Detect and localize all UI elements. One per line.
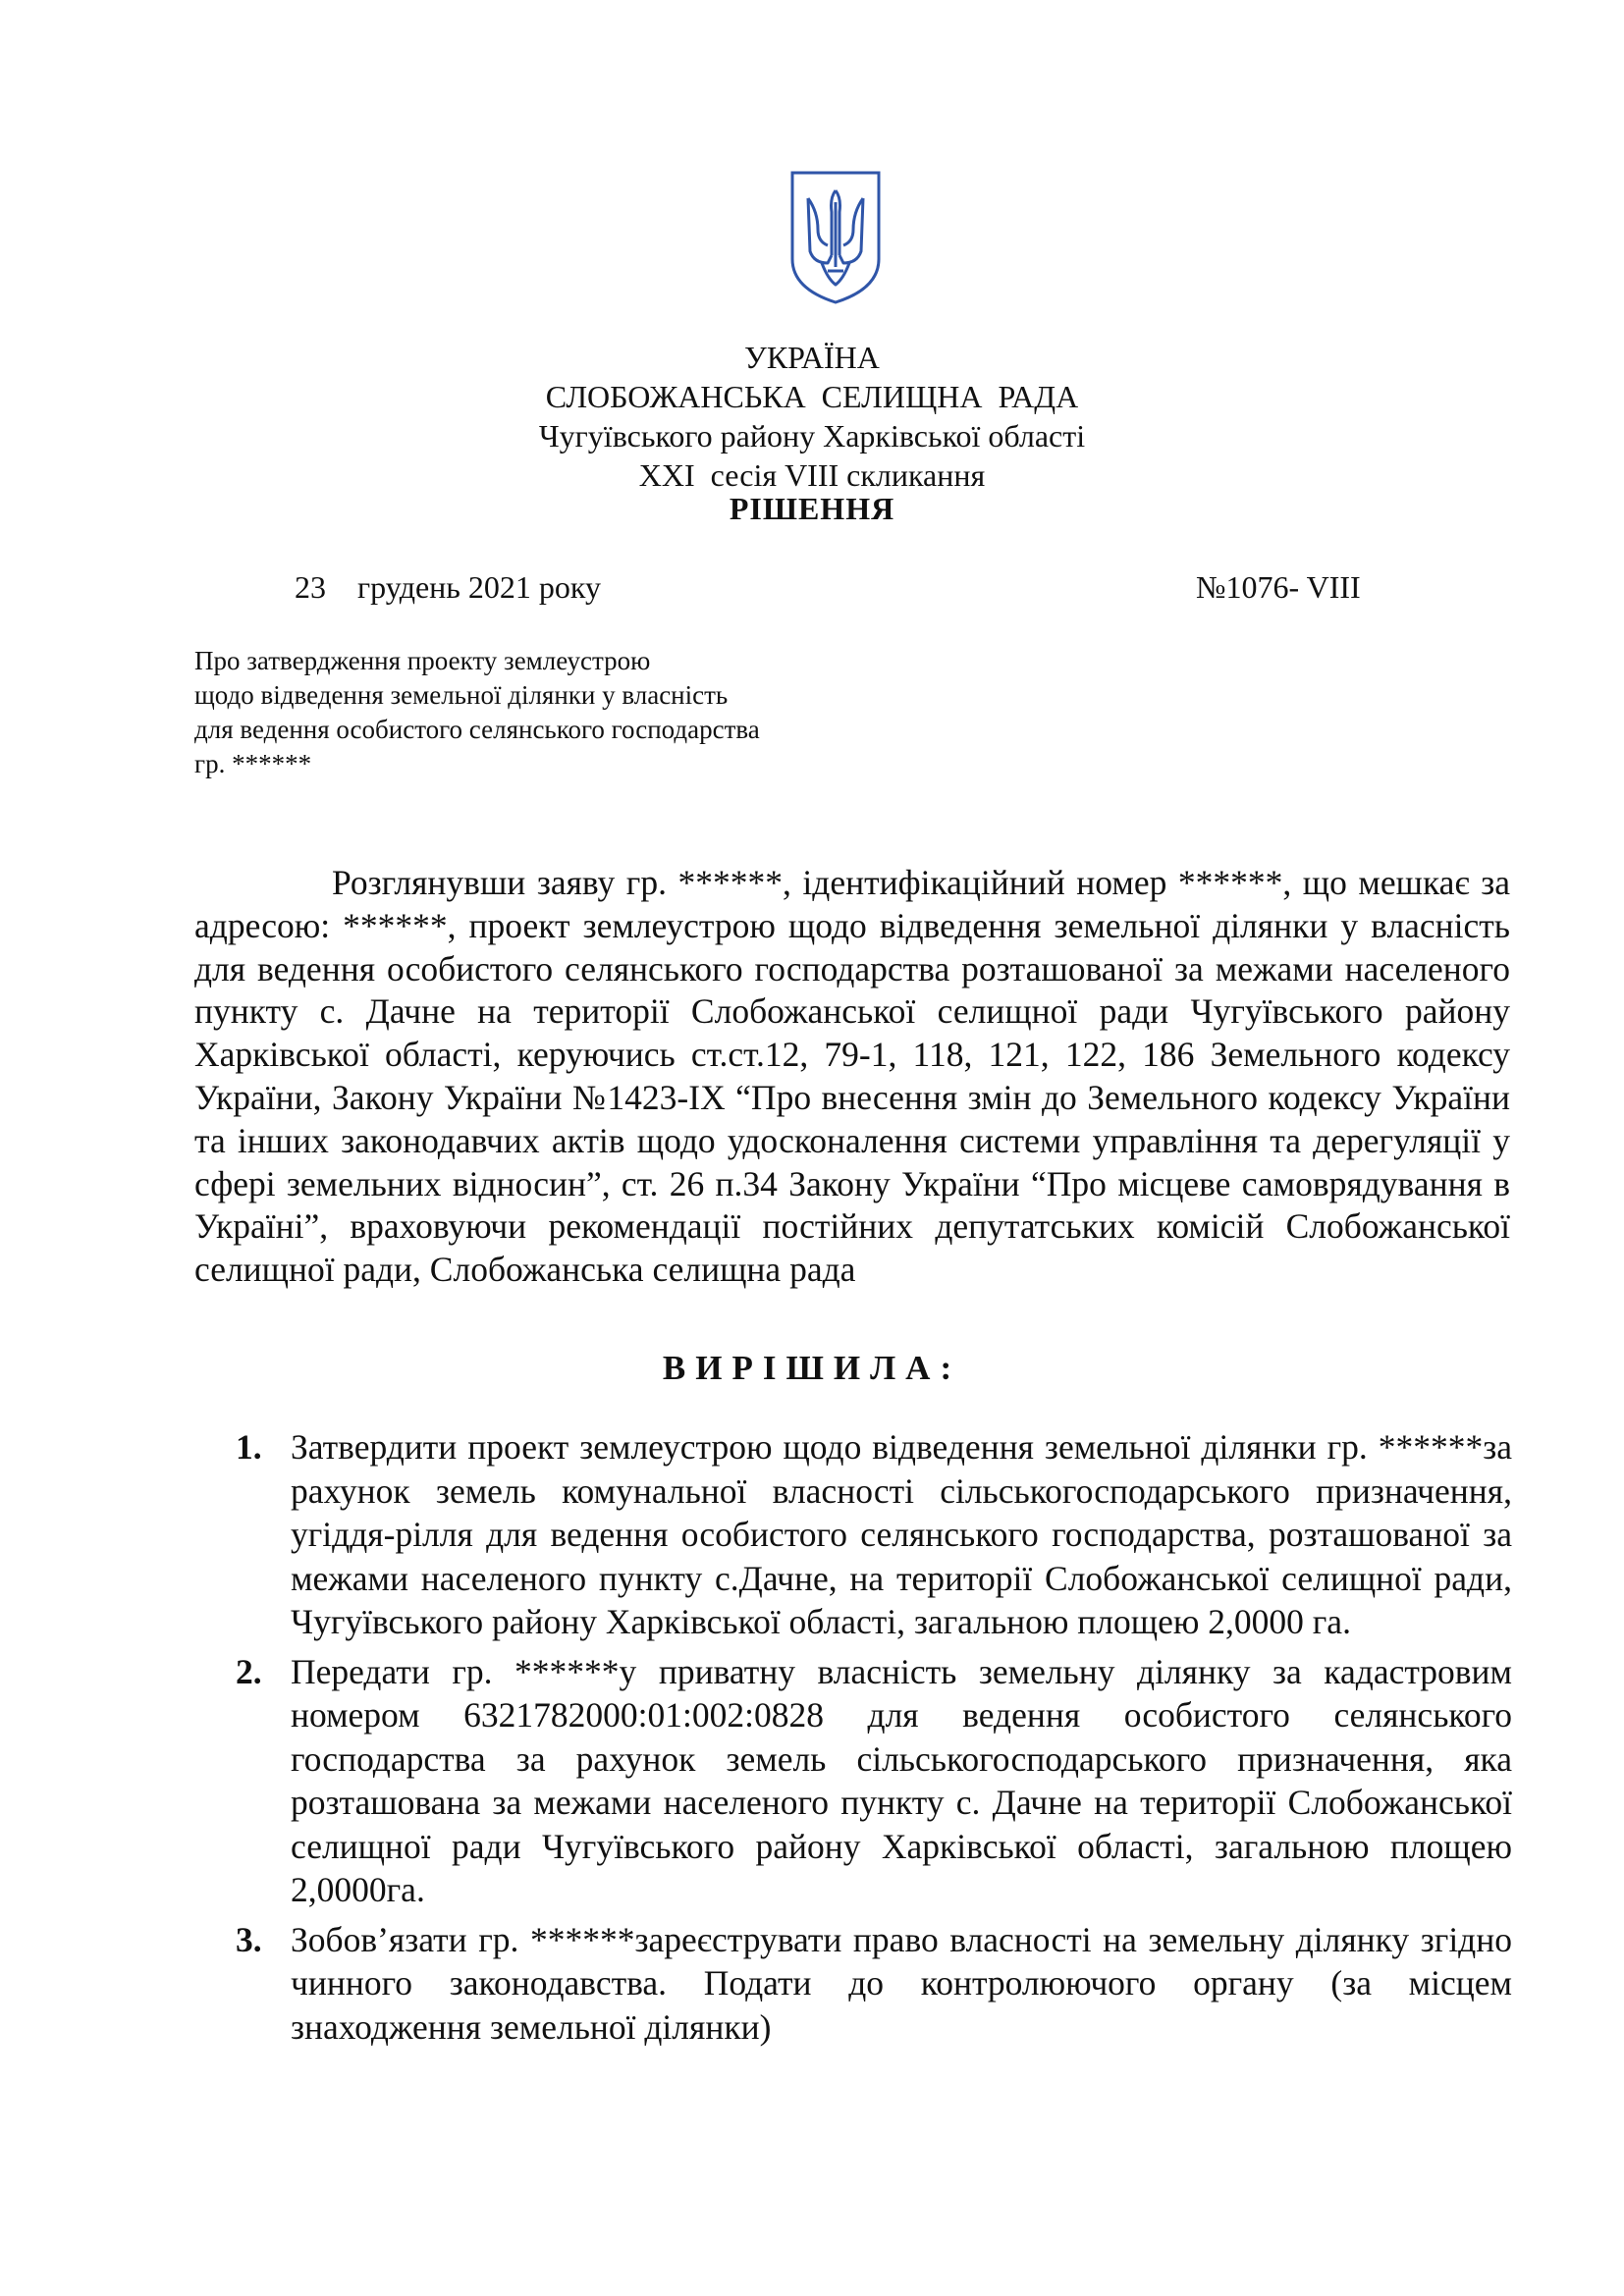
item-number: 2. [236, 1651, 262, 1691]
list-item [236, 1918, 1512, 2050]
preamble-paragraph [194, 862, 1510, 1292]
subject-line: щодо відведення земельної ділянки у власність [194, 680, 729, 710]
item-text: Затвердити проект землеустрою щодо відведення земельної ділянки гр. ******за рахунок земель комунальної власності сільськогосподарського призначення, угіддя-рілля для ведення особистого селянського господарства, розташованої за межами населеного пункту с.Дачне, на території Слобожанської селищної ради, Чугуївського району Харківської області, загальною площею 2,0000 га. [291, 1427, 1512, 1641]
council-name: СЛОБОЖАНСЬКА СЕЛИЩНА РАДА [545, 379, 1079, 414]
list-item [236, 1650, 1512, 1912]
session-name: XXI сесія VIII скликання [638, 457, 986, 493]
subject-line: для ведення особистого селянського господарства [194, 715, 760, 744]
subject-line: гр. ****** [194, 749, 312, 778]
item-text: Передати гр. ******у приватну власність земельну ділянку за кадастровим номером 6321782000:01:002:0828 для ведення особистого селянського господарства за рахунок земель сільськогосподарського призначення, яка розташована за межами населеного пункту с. Дачне на території Слобожанської селищної ради Чугуївського району Харківської області, загальною площею 2,0000га. [291, 1651, 1512, 1909]
decided-heading: ВИРІШИЛА: [662, 1349, 962, 1387]
issuer-header [0, 338, 1624, 495]
subject-line: Про затвердження проекту землеустрою [194, 646, 651, 675]
district-name: Чугуївського району Харківської області [538, 418, 1086, 454]
decision-subject [194, 644, 941, 781]
preamble-text: Розглянувши заяву гр. ******, ідентифікаційний номер ******, що мешкає за адресою: ******, проект землеустрою щодо відведення земельної ділянки у власність для ведення особистого селянського господарства розташованої за межами населеного пункту с. Дачне на території Слобожанської селищної ради Чугуївського району Харківської області, керуючись ст.ст.12, 79-1, 118, 121, 122, 186 Земельного кодексу України, Закону України №1423-IX “Про внесення змін до Земельного кодексу України та інших законодавчих актів щодо удосконалення системи управління та дерегуляції у сфері земельних відносин”, ст. 26 п.34 Закону України “Про місцеве самоврядування в Україні”, враховуючи рекомендації постійних депутатських комісій Слобожанської селищної ради, Слобожанська селищна рада [194, 863, 1510, 1290]
country-name: УКРАЇНА [744, 340, 880, 375]
item-text: Зобов’язати гр. ******зареєструвати право власності на земельну ділянку згідно чинного законодавства. Подати до контролюючого органу (за місцем знаходження земельної ділянки) [291, 1919, 1512, 2047]
decision-items [236, 1425, 1512, 2055]
coat-of-arms-icon [788, 169, 883, 306]
document-title: РІШЕННЯ [729, 491, 895, 526]
list-item [236, 1425, 1512, 1644]
item-number: 1. [236, 1427, 262, 1467]
decision-date: 23 грудень 2021 року [295, 569, 601, 605]
decision-number: №1076- VIII [1196, 569, 1361, 605]
item-number: 3. [236, 1919, 262, 1959]
